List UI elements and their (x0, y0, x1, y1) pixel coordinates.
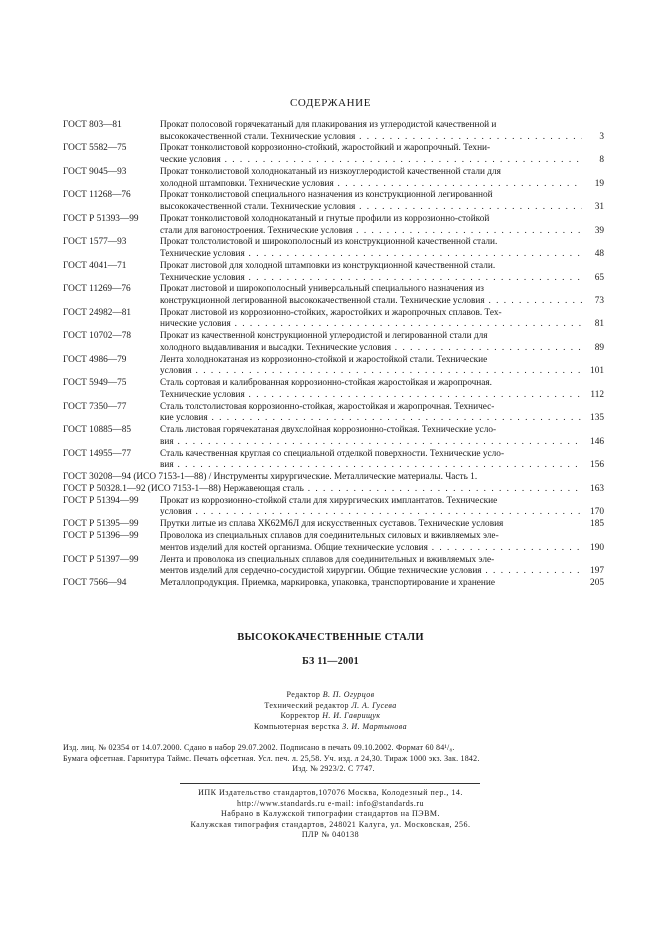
toc-page-number: 197 (590, 566, 604, 577)
toc-title: Прокат листовой из коррозионно-стойких, жаростойких и жаропрочных сплавов. Тех- нические условия . . . (160, 308, 582, 331)
toc-page-number: 65 (594, 272, 604, 283)
toc-page-number: 101 (590, 366, 604, 377)
toc-entry[interactable] (63, 214, 604, 237)
toc-code: ГОСТ Р 51396—99 (63, 531, 139, 542)
toc-title: Прокат тонколистовой холоднокатаный и гнутые профили из коррозионно-стойкой стали для вагоностроения. Технические условия . . . (160, 214, 582, 237)
toc-code: ГОСТ 24982—81 (63, 307, 132, 318)
toc-entry[interactable] (63, 425, 604, 448)
toc-entry[interactable] (63, 167, 604, 190)
toc-title: Сталь листовая горячекатаная двухслойная коррозионно-стойкая. Технические усло- вия . . . (160, 425, 582, 448)
toc-title: Прокат из коррозионно-стойкой стали для хирургических имплантатов. Технические условия . . . (160, 496, 582, 519)
toc-code: ГОСТ 9045—93 (63, 166, 127, 177)
toc-page-number: 89 (594, 342, 604, 353)
publisher-line: ИПК Издательство стандартов,107076 Москва, Колодезный пер., 14. (198, 788, 463, 797)
toc-title-cont: ГОСТ Р 50328.1—92 (ИСО 7153-1—88) Нержавеющая сталь . . . (63, 484, 582, 496)
publisher-line: ПЛР № 040138 (301, 830, 360, 840)
toc-title: Сталь сортовая и калиброванная коррозионно-стойкая жаростойкая и жаропрочная. Технические условия . . . (160, 378, 582, 401)
toc-entry[interactable] (63, 378, 604, 401)
toc-code: ГОСТ 11268—76 (63, 190, 131, 201)
toc-code: ГОСТ 10885—85 (63, 425, 132, 436)
toc-entry[interactable] (63, 284, 604, 307)
toc-code: ГОСТ 1577—93 (63, 237, 127, 248)
toc-entry[interactable] (63, 261, 604, 284)
credits-block (0, 690, 661, 732)
toc-page-number: 146 (590, 436, 604, 447)
toc-title: Прокат тонколистовой коррозионно-стойкий, жаростойкий и жаропрочный. Техни- ческие условия . . . (160, 143, 582, 166)
publisher-line: Калужская типография стандартов, 248021 Калуга, ул. Московская, 256. (190, 819, 471, 829)
toc-code: ГОСТ 7566—94 (63, 578, 127, 589)
credit-line: Корректор Н. И. Гаврищук (280, 711, 381, 720)
toc-code: ГОСТ 4041—71 (63, 260, 127, 271)
toc-title: Сталь качественная круглая со специальной отделкой поверхности. Технические усло- вия . . . (160, 449, 582, 472)
contents-heading: СОДЕРЖАНИЕ (289, 97, 372, 109)
publisher-line[interactable]: http://www.standards.ru e-mail: info@standards.ru (236, 798, 425, 808)
toc-page-number: 39 (594, 225, 604, 236)
toc-page-number: 8 (599, 155, 604, 166)
divider (180, 783, 480, 784)
toc-title: Прокат толстолистовой и широкополосный из конструкционной качественной стали. Технические условия . . . (160, 237, 582, 260)
credit-line: Редактор В. П. Огурцов (286, 690, 375, 699)
publisher-line: Набрано в Калужской типографии стандартов на ПЭВМ. (220, 809, 441, 819)
toc-page-number: 135 (590, 413, 604, 424)
series-title: ВЫСОКОКАЧЕСТВЕННЫЕ СТАЛИ (237, 632, 424, 643)
toc-code: ГОСТ 14955—77 (63, 448, 132, 459)
bz-number: БЗ 11—2001 (302, 656, 359, 667)
toc-code: ГОСТ 4986—79 (63, 354, 127, 365)
toc-page-number: 73 (594, 295, 604, 306)
toc-page-number: 48 (594, 249, 604, 260)
toc-page-number: 3 (599, 131, 604, 142)
toc-code: ГОСТ 10702—78 (63, 331, 132, 342)
toc-page-number: 81 (594, 319, 604, 330)
toc-entry[interactable] (63, 555, 604, 578)
imprint-line: Изд. лиц. № 02354 от 14.07.2000. Сдано в набор 29.07.2002. Подписано в печать 09.10.2002. Формат 60 84¹/₈. (63, 743, 455, 752)
toc-entry[interactable] (63, 449, 604, 472)
toc-title: Прутки литые из сплава ХК62М6Л для искусственных суставов. Технические условия (160, 519, 504, 530)
toc-page-number: 170 (590, 507, 604, 518)
toc-title: Прокат из качественной конструкционной углеродистой и легированной стали для холодного выдавливания и высадки. Технические условия . . . (160, 331, 582, 354)
toc-entry[interactable] (63, 355, 604, 378)
toc-page-number: 112 (590, 389, 604, 400)
toc-page-number: 185 (590, 519, 604, 530)
toc-entry[interactable] (63, 308, 604, 331)
toc-page-number: 205 (590, 578, 604, 589)
toc-entry[interactable] (63, 402, 604, 425)
toc-entry[interactable] (63, 519, 604, 531)
toc-entry[interactable] (63, 472, 604, 495)
toc-code: ГОСТ Р 51393—99 (63, 213, 139, 224)
toc-code: ГОСТ 7350—77 (63, 401, 127, 412)
publisher-block (0, 788, 661, 841)
credit-line: Компьютерная верстка З. И. Мартынова (253, 721, 408, 731)
toc-title: Лента холоднокатаная из коррозионно-стойкой и жаростойкой стали. Технические условия . . . (160, 355, 582, 378)
toc-title: Прокат листовой для холодной штамповки из конструкционной качественной стали. Технические условия . . . (160, 261, 582, 284)
toc-title: Прокат тонколистовой специального назначения из конструкционной легированной высококачественной стали. Технические условия . . . (160, 190, 582, 213)
toc-title: Лента и проволока из специальных сплавов для соединительных и вживляемых эле- ментов изделий для сердечно-сосудистой хирургии. Общие технические условия . . . (160, 555, 582, 578)
toc-entry[interactable] (63, 120, 604, 143)
toc-entry[interactable] (63, 331, 604, 354)
toc-page-number: 31 (594, 202, 604, 213)
toc-code: ГОСТ 803—81 (63, 120, 122, 130)
toc-code: ГОСТ Р 51397—99 (63, 554, 139, 565)
toc-title: Проволока из специальных сплавов для соединительных силовых и вживляемых эле- ментов изделий для костей организма. Общие технические условия . . . (160, 531, 582, 554)
toc-title: Сталь толстолистовая коррозионно-стойкая, жаростойкая и жаропрочная. Техничес- кие условия . . . (160, 402, 582, 425)
toc-title: Прокат полосовой горячекатаный для плакирования из углеродистой качественной и высококачественной стали. Технические условия . . . (160, 120, 582, 143)
toc-code: ГОСТ 30208—94 (ИСО 7153-1—88) / (63, 472, 212, 483)
toc-code: ГОСТ Р 51394—99 (63, 495, 139, 506)
toc-code: ГОСТ 11269—76 (63, 284, 131, 295)
toc-entry[interactable] (63, 237, 604, 260)
credit-line: Технический редактор Л. А. Гусева (264, 700, 397, 710)
toc-page-number: 156 (590, 460, 604, 471)
toc-title: Инструменты хирургические. Металлические материалы. Часть 1. (213, 472, 478, 483)
toc-entry[interactable] (63, 143, 604, 166)
table-of-contents (63, 120, 604, 590)
toc-page-number: 190 (590, 542, 604, 553)
toc-code: ГОСТ 5949—75 (63, 378, 127, 389)
toc-entry[interactable] (63, 578, 604, 590)
imprint-line: Бумага офсетная. Гарнитура Таймс. Печать офсетная. Усл. печ. л. 25,58. Уч. изд. л 24,30. Тираж 1000 экз. Зак. 1842. (63, 753, 480, 763)
toc-title: Прокат тонколистовой холоднокатаный из низкоуглеродистой качественной стали для холодной штамповки. Технические условия . . . (160, 167, 582, 190)
toc-code: ГОСТ 5582—75 (63, 143, 127, 154)
toc-entry[interactable] (63, 190, 604, 213)
toc-code: ГОСТ Р 51395—99 (63, 519, 139, 530)
toc-title: Металлопродукция. Приемка, маркировка, упаковка, транспортирование и хранение (160, 578, 495, 589)
imprint-block (63, 743, 604, 775)
toc-entry[interactable] (63, 496, 604, 519)
toc-page-number: 19 (594, 178, 604, 189)
toc-entry[interactable] (63, 531, 604, 554)
imprint-line: Изд. № 2923/2. С 7747. (292, 764, 375, 773)
toc-page-number: 163 (590, 483, 604, 494)
toc-title: Прокат листовой и широкополосный универсальный специального назначения из конструкционной легированной высококачественной стали. Технические условия . . . (160, 284, 582, 307)
